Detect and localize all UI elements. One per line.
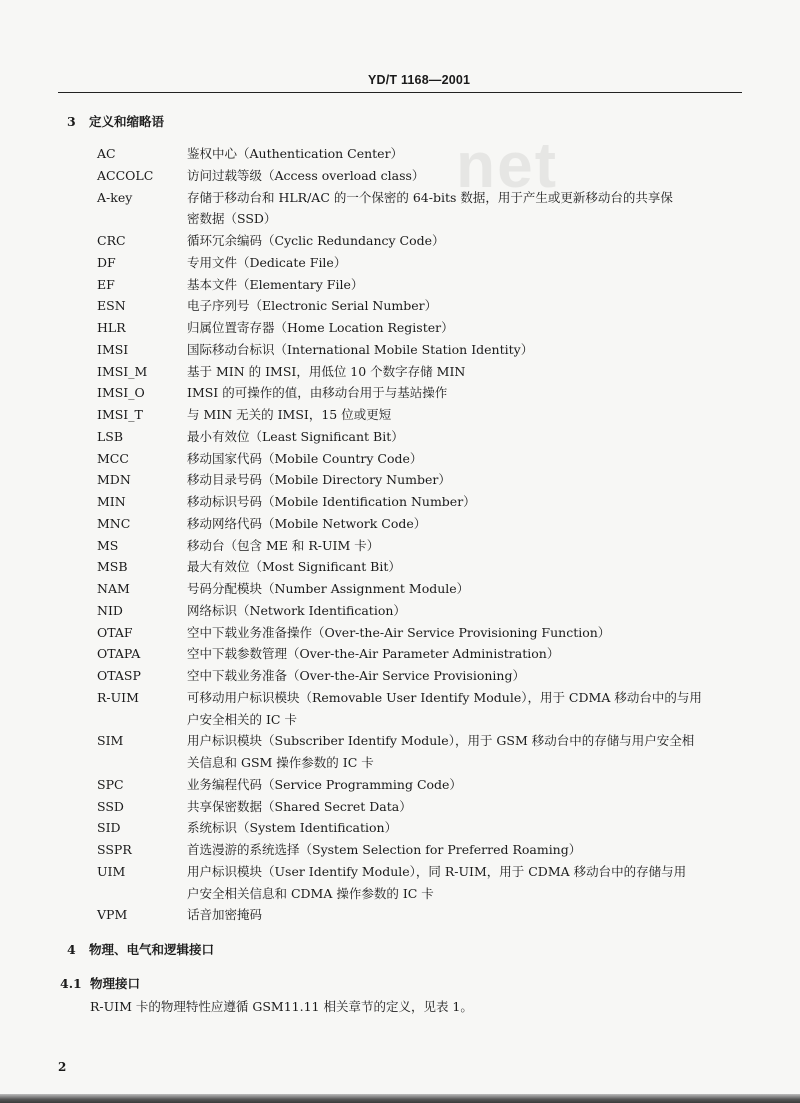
abbreviation-definition xyxy=(187,556,747,578)
abbreviation-row xyxy=(97,556,757,578)
abbreviation-term: MIN xyxy=(97,494,126,509)
abbreviation-row xyxy=(97,252,757,274)
abbreviation-term: MNC xyxy=(97,515,131,531)
watermark: net xyxy=(456,129,558,201)
abbreviation-definition xyxy=(187,230,747,252)
abbreviation-term: ACCOLC xyxy=(97,167,154,183)
abbreviation-definition xyxy=(187,665,747,687)
abbreviation-definition xyxy=(187,187,747,231)
section-4-1-heading xyxy=(60,974,140,992)
abbreviation-row xyxy=(97,339,757,361)
abbreviation-row xyxy=(97,491,757,513)
section-number: 4 xyxy=(67,942,76,957)
definition-line: 关信息和 GSM 操作参数的 IC 卡 xyxy=(187,755,374,770)
definition-line: 移动目录号码（Mobile Directory Number） xyxy=(187,472,451,488)
definition-line: 网络标识（Network Identification） xyxy=(187,602,406,618)
page-number: 2 xyxy=(58,1060,67,1074)
abbreviation-term: IMSI_M xyxy=(97,363,148,379)
abbreviation-term: IMSI xyxy=(97,341,129,357)
definition-line: 空中下载参数管理（Over-the-Air Parameter Administration） xyxy=(187,646,560,662)
abbreviation-row xyxy=(97,774,757,796)
abbreviation-term: OTASP xyxy=(97,668,141,683)
definition-line: 国际移动台标识（International Mobile Station Identity） xyxy=(187,341,534,357)
abbreviation-definition xyxy=(187,491,747,513)
definition-line: 访问过载等级（Access overload class） xyxy=(187,167,425,183)
abbreviation-definition xyxy=(187,578,747,600)
definition-line: 专用文件（Dedicate File） xyxy=(187,254,347,270)
abbreviation-term: UIM xyxy=(97,863,126,879)
abbreviation-row xyxy=(97,600,757,622)
definition-line: 移动国家代码（Mobile Country Code） xyxy=(187,450,423,466)
definition-line: 移动标识号码（Mobile Identification Number） xyxy=(187,494,476,509)
abbreviation-definition xyxy=(187,448,747,470)
abbreviation-row xyxy=(97,230,757,252)
definition-line: 空中下载业务准备操作（Over-the-Air Service Provisioning Function） xyxy=(187,624,611,640)
definition-line: 首选漫游的系统选择（System Selection for Preferred Roaming） xyxy=(187,842,582,857)
abbreviation-row xyxy=(97,448,757,470)
abbreviation-term: SSPR xyxy=(97,842,132,857)
abbreviation-list xyxy=(97,143,757,926)
definition-line: 与 MIN 无关的 IMSI，15 位或更短 xyxy=(187,407,392,422)
abbreviation-definition xyxy=(187,774,747,796)
abbreviation-row xyxy=(97,295,757,317)
abbreviation-term: SPC xyxy=(97,776,124,792)
abbreviation-term: SSD xyxy=(97,798,124,814)
abbreviation-definition xyxy=(187,382,747,404)
abbreviation-definition xyxy=(187,317,747,339)
definition-line: 归属位置寄存器（Home Location Register） xyxy=(187,320,454,335)
abbreviation-term: DF xyxy=(97,254,116,270)
scan-edge xyxy=(0,1094,800,1103)
abbreviation-term: EF xyxy=(97,276,115,292)
abbreviation-definition xyxy=(187,904,747,926)
abbreviation-definition xyxy=(187,687,747,731)
abbreviation-definition xyxy=(187,839,747,861)
abbreviation-term: NID xyxy=(97,602,123,618)
abbreviation-row xyxy=(97,274,757,296)
definition-line: 话音加密掩码 xyxy=(187,907,263,923)
abbreviation-row xyxy=(97,622,757,644)
definition-line: 移动网络代码（Mobile Network Code） xyxy=(187,515,427,531)
header-rule xyxy=(58,92,742,93)
definition-line: 循环冗余编码（Cyclic Redundancy Code） xyxy=(187,233,445,248)
definition-line: 鉴权中心（Authentication Center） xyxy=(187,146,404,161)
section-title: 物理接口 xyxy=(90,976,141,991)
abbreviation-term: A-key xyxy=(97,189,133,205)
abbreviation-row xyxy=(97,904,757,926)
abbreviation-row xyxy=(97,426,757,448)
abbreviation-term: CRC xyxy=(97,233,126,248)
abbreviation-definition xyxy=(187,622,747,644)
definition-line: 移动台（包含 ME 和 R-UIM 卡） xyxy=(187,537,380,553)
section-4-heading xyxy=(67,940,214,958)
definition-line: 号码分配模块（Number Assignment Module） xyxy=(187,581,470,596)
definition-line: 业务编程代码（Service Programming Code） xyxy=(187,776,462,792)
abbreviation-definition xyxy=(187,861,747,905)
abbreviation-row xyxy=(97,578,757,600)
abbreviation-term: AC xyxy=(97,146,116,161)
abbreviation-definition xyxy=(187,165,747,187)
abbreviation-term: LSB xyxy=(97,428,124,444)
abbreviation-definition xyxy=(187,404,747,426)
definition-line: 存储于移动台和 HLR/AC 的一个保密的 64-bits 数据，用于产生或更新移动台的共享保 xyxy=(187,189,673,205)
definition-line: 用户标识模块（User Identify Module），同 R-UIM，用于 CDMA 移动台中的存储与用 xyxy=(187,863,687,879)
definition-line: 系统标识（System Identification） xyxy=(187,820,398,836)
abbreviation-row xyxy=(97,187,757,231)
abbreviation-term: SIM xyxy=(97,733,124,749)
abbreviation-term: OTAPA xyxy=(97,646,141,662)
section-number: 4.1 xyxy=(60,976,82,991)
abbreviation-definition xyxy=(187,643,747,665)
abbreviation-definition xyxy=(187,361,747,383)
abbreviation-row xyxy=(97,165,757,187)
abbreviation-term: IMSI_T xyxy=(97,407,143,422)
definition-line: 最大有效位（Most Significant Bit） xyxy=(187,559,401,575)
abbreviation-term: R-UIM xyxy=(97,689,139,705)
abbreviation-definition xyxy=(187,274,747,296)
section-3-heading xyxy=(67,112,164,130)
abbreviation-row xyxy=(97,317,757,339)
abbreviation-row xyxy=(97,382,757,404)
abbreviation-row xyxy=(97,796,757,818)
abbreviation-row xyxy=(97,513,757,535)
abbreviation-term: OTAF xyxy=(97,624,133,640)
definition-line: 户安全相关信息和 CDMA 操作参数的 IC 卡 xyxy=(187,885,434,901)
abbreviation-definition xyxy=(187,796,747,818)
abbreviation-definition xyxy=(187,339,747,361)
abbreviation-term: MDN xyxy=(97,472,131,488)
abbreviation-term: MSB xyxy=(97,559,128,575)
abbreviation-definition xyxy=(187,143,747,165)
abbreviation-row xyxy=(97,469,757,491)
definition-line: 用户标识模块（Subscriber Identify Module），用于 GSM 移动台中的存储与用户安全相 xyxy=(187,733,695,749)
definition-line: IMSI 的可操作的值，由移动台用于与基站操作 xyxy=(187,385,448,401)
abbreviation-definition xyxy=(187,295,747,317)
definition-line: 共享保密数据（Shared Secret Data） xyxy=(187,798,412,814)
abbreviation-term: VPM xyxy=(97,907,128,923)
definition-line: 基本文件（Elementary File） xyxy=(187,276,364,292)
abbreviation-term: SID xyxy=(97,820,121,836)
abbreviation-term: ESN xyxy=(97,298,126,314)
abbreviation-term: HLR xyxy=(97,320,126,335)
abbreviation-row xyxy=(97,143,757,165)
abbreviation-row xyxy=(97,730,757,774)
abbreviation-term: MS xyxy=(97,537,119,553)
definition-line: 电子序列号（Electronic Serial Number） xyxy=(187,298,438,314)
body-paragraph: R-UIM 卡的物理特性应遵循 GSM11.11 相关章节的定义，见表 1。 xyxy=(90,999,473,1014)
abbreviation-row xyxy=(97,817,757,839)
definition-line: 密数据（SSD） xyxy=(187,211,277,227)
abbreviation-row xyxy=(97,687,757,731)
section-title: 物理、电气和逻辑接口 xyxy=(89,942,215,957)
abbreviation-term: IMSI_O xyxy=(97,385,145,401)
abbreviation-row xyxy=(97,535,757,557)
definition-line: 最小有效位（Least Significant Bit） xyxy=(187,428,404,444)
abbreviation-definition xyxy=(187,513,747,535)
abbreviation-definition xyxy=(187,426,747,448)
abbreviation-term: NAM xyxy=(97,581,130,596)
definition-line: 空中下载业务准备（Over-the-Air Service Provisioning） xyxy=(187,668,525,683)
abbreviation-definition xyxy=(187,252,747,274)
abbreviation-row xyxy=(97,361,757,383)
abbreviation-row xyxy=(97,665,757,687)
abbreviation-row xyxy=(97,643,757,665)
abbreviation-row xyxy=(97,861,757,905)
definition-line: 可移动用户标识模块（Removable User Identify Module），用于 CDMA 移动台中的与用 xyxy=(187,689,702,705)
abbreviation-definition xyxy=(187,730,747,774)
abbreviation-definition xyxy=(187,600,747,622)
standard-code-header: YD/T 1168—2001 xyxy=(368,73,471,87)
abbreviation-row xyxy=(97,404,757,426)
definition-line: 基于 MIN 的 IMSI，用低位 10 个数字存储 MIN xyxy=(187,363,466,379)
section-number: 3 xyxy=(67,114,76,129)
abbreviation-definition xyxy=(187,817,747,839)
abbreviation-definition xyxy=(187,535,747,557)
abbreviation-term: MCC xyxy=(97,450,129,466)
definition-line: 户安全相关的 IC 卡 xyxy=(187,711,297,727)
section-title: 定义和缩略语 xyxy=(89,114,165,129)
abbreviation-row xyxy=(97,839,757,861)
abbreviation-definition xyxy=(187,469,747,491)
